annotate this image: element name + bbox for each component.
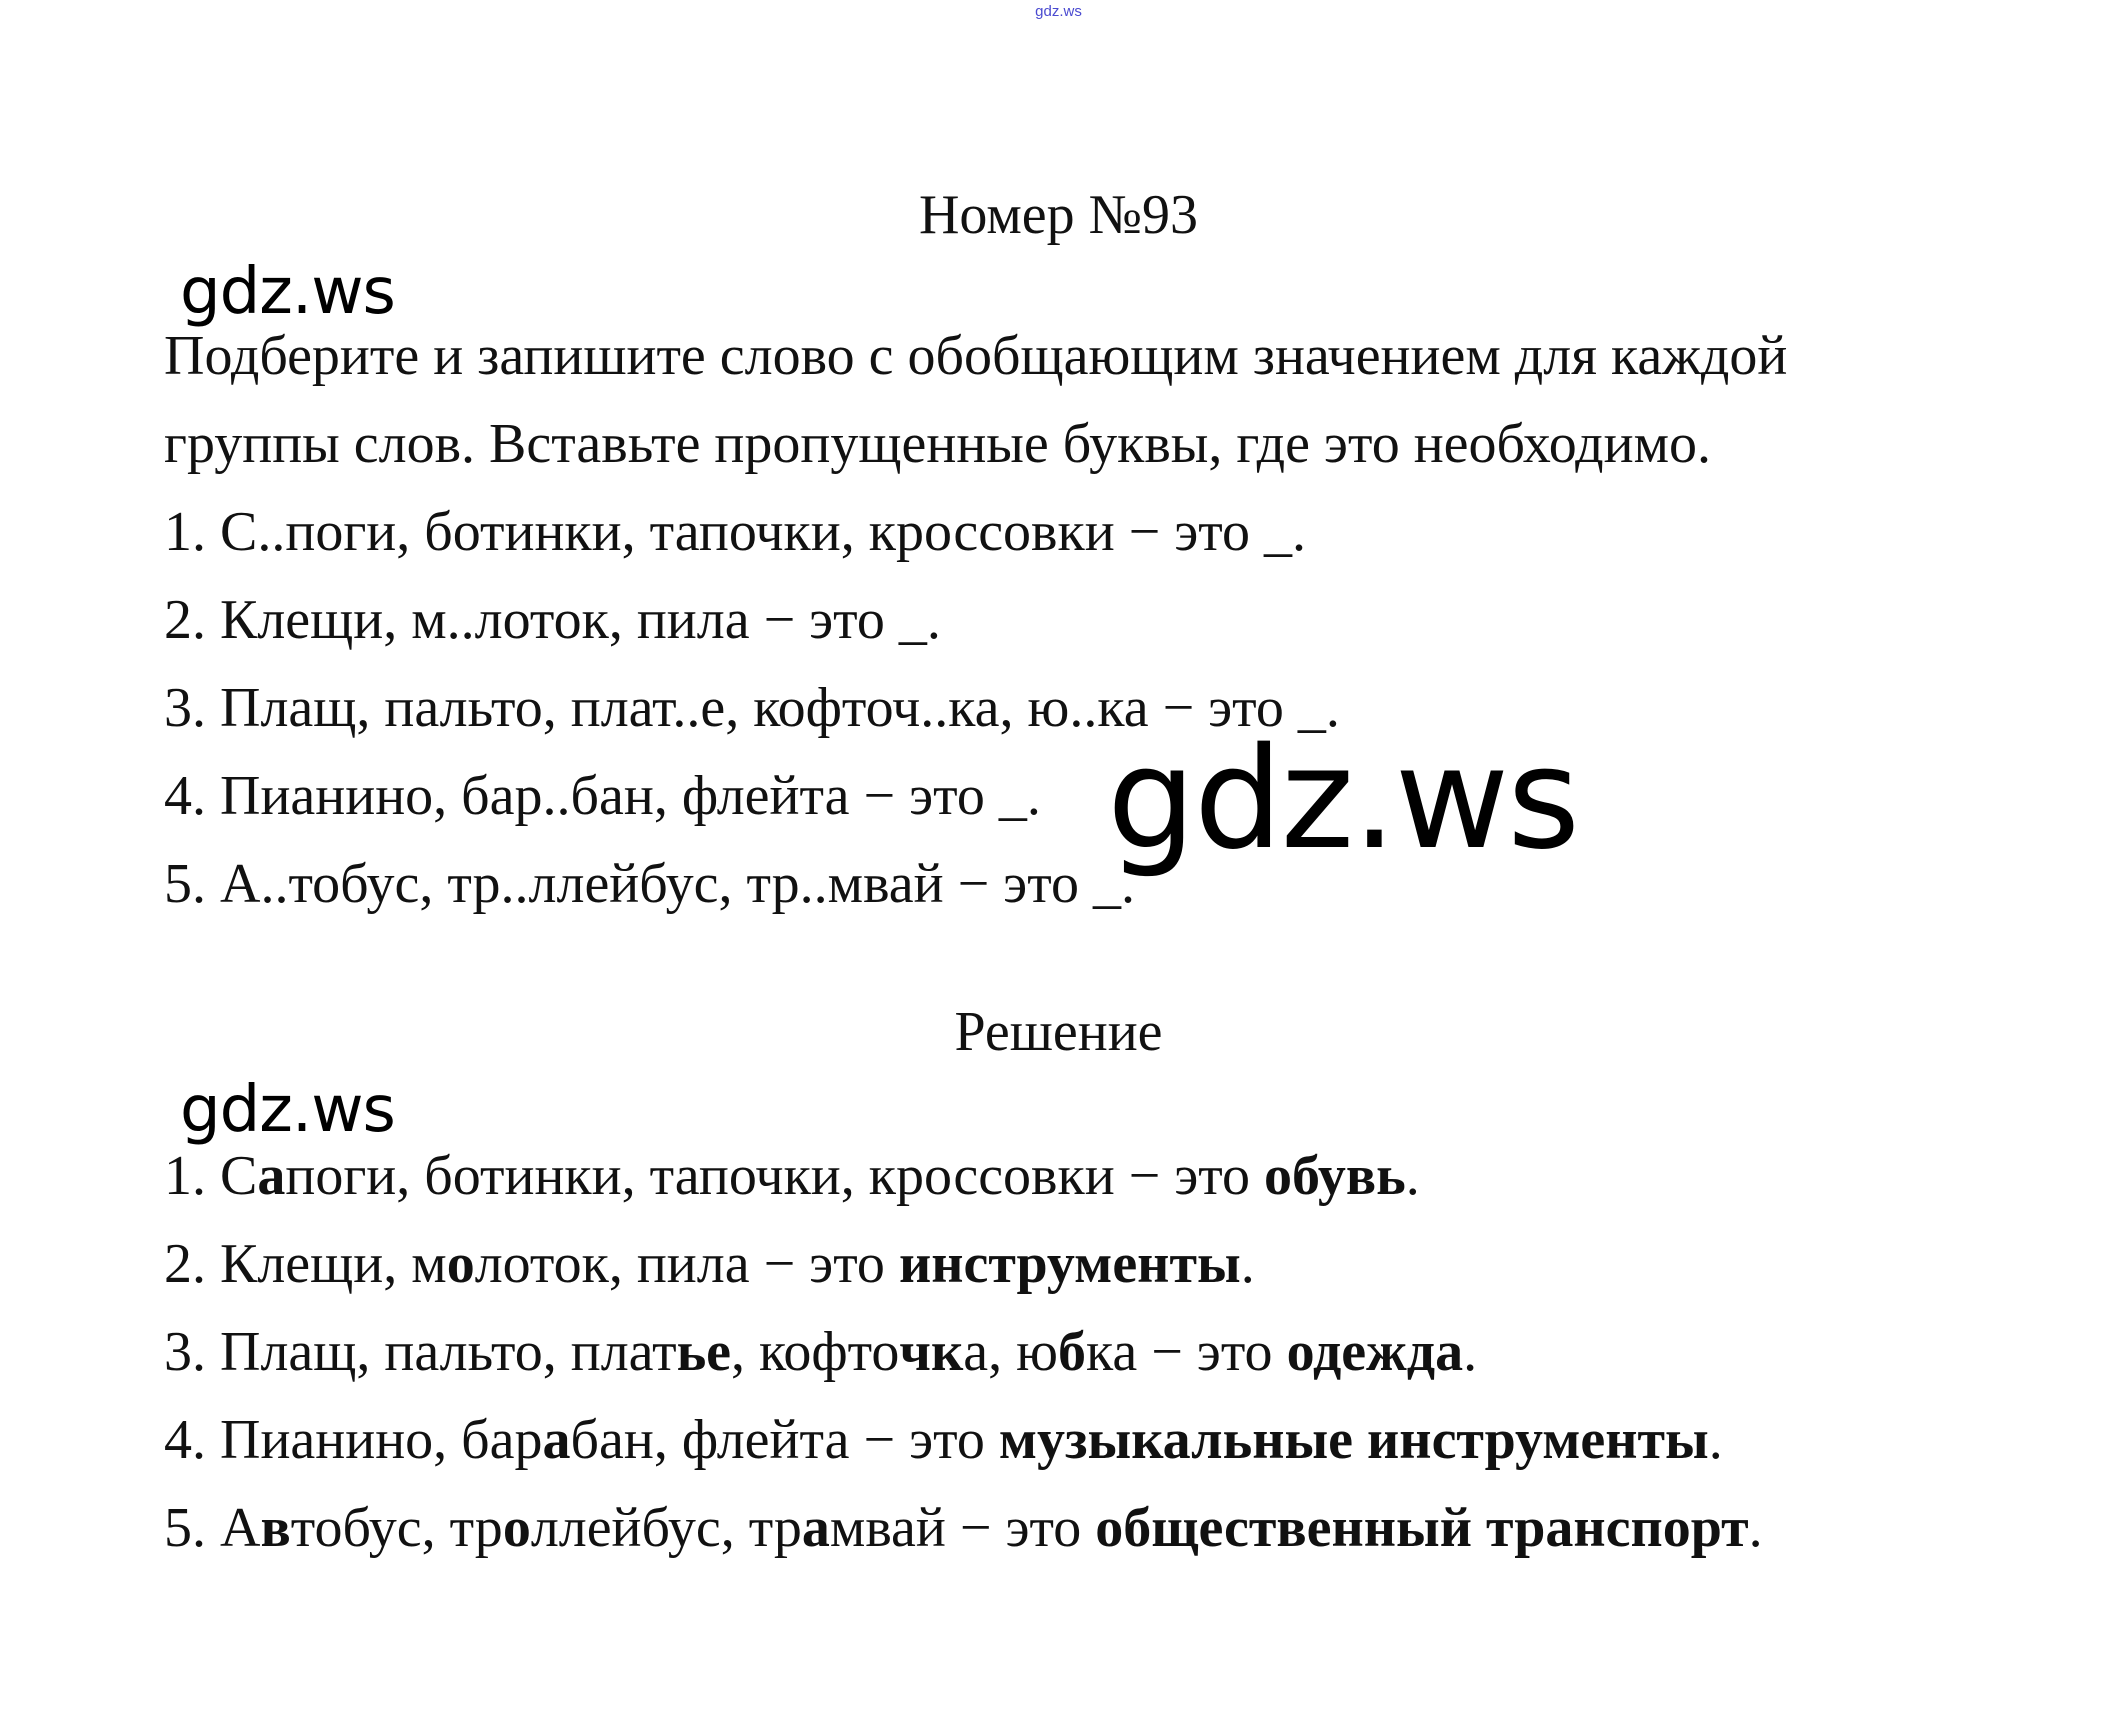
answer-segment: а, ю: [963, 1321, 1058, 1383]
watermark: gdz.ws: [180, 1073, 395, 1147]
exercise-title: Номер №93: [918, 184, 1199, 246]
answer-segment: .: [1463, 1321, 1478, 1383]
answer-segment: тобус, тр: [290, 1497, 503, 1559]
answer-segment: .: [1240, 1233, 1255, 1295]
answer-segment: 2. Клещи, м: [164, 1233, 447, 1295]
answer-highlight: инструменты: [898, 1233, 1241, 1295]
answer-highlight: б: [1057, 1321, 1086, 1383]
instruction-line: Подберите и запишите слово с обобщающим значением для каждой: [164, 325, 1788, 387]
answer-segment: мвай − это: [829, 1497, 1096, 1559]
answer-highlight: о: [446, 1233, 475, 1295]
solution-text: [164, 1132, 2014, 1572]
answer-highlight: а: [801, 1497, 830, 1559]
answer-segment: , кофто: [731, 1321, 900, 1383]
solution-item: [164, 1220, 2014, 1308]
answer-segment: лоток, пила − это: [474, 1233, 899, 1295]
answer-segment: бан, флейта − это: [570, 1409, 999, 1471]
solution-item: [164, 1132, 2014, 1220]
watermark: gdz.ws: [180, 255, 395, 329]
answer-segment: поги, ботинки, тапочки, кроссовки − это: [285, 1145, 1265, 1207]
answer-segment: ка − это: [1085, 1321, 1287, 1383]
answer-highlight: чк: [899, 1321, 964, 1383]
answer-highlight: одежда: [1286, 1321, 1464, 1383]
answer-highlight: ье: [676, 1321, 732, 1383]
solution-item: [164, 1396, 2014, 1484]
task-item: 1. С..поги, ботинки, тапочки, кроссовки − это _.: [164, 501, 1307, 563]
answer-segment: .: [1748, 1497, 1763, 1559]
answer-segment: 3. Плащ, пальто, плат: [164, 1321, 677, 1383]
task-item: 2. Клещи, м..лоток, пила − это _.: [164, 589, 941, 651]
watermark: gdz.ws: [1107, 718, 1579, 881]
task-item: 5. А..тобус, тр..ллейбус, тр..мвай − это _.: [164, 853, 1135, 915]
solution-title: Решение: [954, 1001, 1163, 1063]
answer-highlight: музыкальные инструменты: [998, 1409, 1709, 1471]
answer-highlight: обувь: [1264, 1145, 1406, 1207]
answer-segment: 5. А: [164, 1497, 261, 1559]
answer-highlight: а: [257, 1145, 286, 1207]
instruction-line: группы слов. Вставьте пропущенные буквы, где это необходимо.: [164, 413, 1712, 475]
answer-highlight: в: [260, 1497, 291, 1559]
answer-segment: .: [1405, 1145, 1420, 1207]
answer-segment: ллейбус, тр: [530, 1497, 802, 1559]
answer-highlight: а: [542, 1409, 571, 1471]
source-mark: gdz.ws: [1035, 3, 1082, 20]
task-text: [164, 312, 2014, 928]
answer-highlight: о: [502, 1497, 531, 1559]
answer-highlight: общественный транспорт: [1095, 1497, 1749, 1559]
task-item: 4. Пианино, бар..бан, флейта − это _.: [164, 765, 1041, 827]
answer-segment: .: [1708, 1409, 1723, 1471]
task-item: 3. Плащ, пальто, плат..е, кофточ..ка, ю..ка − это _.: [164, 677, 1340, 739]
answer-segment: 4. Пианино, бар: [164, 1409, 543, 1471]
solution-item: [164, 1484, 2014, 1572]
answer-segment: 1. С: [164, 1145, 258, 1207]
solution-item: [164, 1308, 2014, 1396]
